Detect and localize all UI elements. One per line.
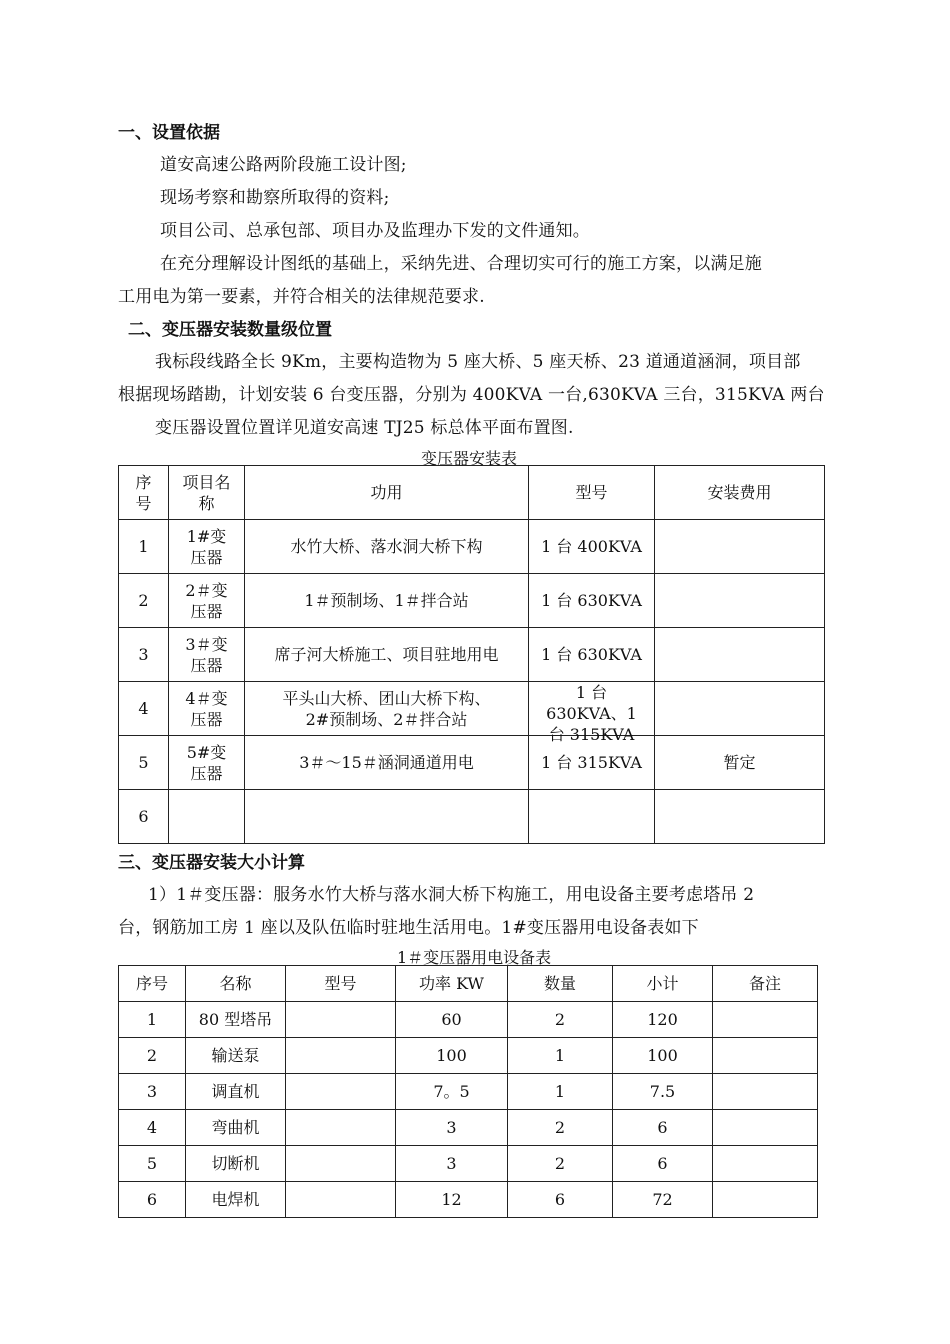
section3-title: 三、变压器安装大小计算: [118, 853, 305, 873]
table-cell: [245, 790, 529, 844]
table-cell: 2: [119, 1038, 186, 1074]
table-row: [119, 574, 825, 628]
table-cell: [655, 574, 825, 628]
table-cell: 1: [119, 520, 169, 574]
table-cell: [655, 682, 825, 736]
table-cell: 5: [119, 736, 169, 790]
table-row: [119, 1038, 818, 1074]
header-cell: 功率 KW: [396, 966, 508, 1002]
table-cell: 3＃～15＃涵洞通道用电: [245, 736, 529, 790]
table-cell: 调直机: [186, 1074, 286, 1110]
section1-long-line-1: 在充分理解设计图纸的基础上，采纳先进、合理切实可行的施工方案，以满足施: [160, 254, 762, 274]
table-cell: 1: [119, 1002, 186, 1038]
transformer-install-table: [118, 465, 825, 844]
table-cell: 切断机: [186, 1146, 286, 1182]
table-cell: 水竹大桥、落水洞大桥下构: [245, 520, 529, 574]
header-cell: 型号: [286, 966, 396, 1002]
table-row: [119, 1074, 818, 1110]
table-cell: 2＃变压器: [169, 574, 245, 628]
table-cell: [529, 790, 655, 844]
table-cell: [655, 520, 825, 574]
table-cell: 100: [396, 1038, 508, 1074]
section1-para-2: 现场考察和勘察所取得的资料;: [160, 188, 390, 208]
table-cell: [286, 1074, 396, 1110]
table-header-row: [119, 966, 818, 1002]
table-cell: 席子河大桥施工、项目驻地用电: [245, 628, 529, 682]
table-cell: [286, 1110, 396, 1146]
header-cell: 数量: [508, 966, 613, 1002]
section3-line-1: 1）1＃变压器：服务水竹大桥与落水洞大桥下构施工，用电设备主要考虑塔吊 2: [148, 885, 755, 905]
table-cell: 1: [508, 1038, 613, 1074]
section2-line-2: 根据现场踏勘，计划安装 6 台变压器，分别为 400KVA 一台,630KVA 三台，315KVA 两台: [118, 385, 825, 405]
table-header-row: [119, 466, 825, 520]
table-cell: [286, 1182, 396, 1218]
table-cell: 2: [508, 1002, 613, 1038]
section2-line-1: 我标段线路全长 9Km，主要构造物为 5 座大桥、5 座天桥、23 道通道涵洞，项目部: [155, 352, 801, 372]
header-cell: 安装费用: [655, 466, 825, 520]
table-row: [119, 1002, 818, 1038]
table-cell: [713, 1182, 818, 1218]
table-cell: 6: [119, 1182, 186, 1218]
header-cell: 备注: [713, 966, 818, 1002]
table-cell: 1＃预制场、1＃拌合站: [245, 574, 529, 628]
table-cell: 暂定: [655, 736, 825, 790]
table-cell: 1 台 630KVA、1 台 315KVA: [529, 682, 655, 736]
table-cell: 72: [613, 1182, 713, 1218]
table-cell: 3: [119, 628, 169, 682]
table-row: [119, 1182, 818, 1218]
table-cell: 120: [613, 1002, 713, 1038]
table-cell: 2: [119, 574, 169, 628]
table-cell: [286, 1146, 396, 1182]
header-cell: 小计: [613, 966, 713, 1002]
table-cell: 3: [396, 1110, 508, 1146]
table-row: [119, 682, 825, 736]
table-cell: 电焊机: [186, 1182, 286, 1218]
table-cell: 3: [396, 1146, 508, 1182]
table1-caption: 变压器安装表: [421, 449, 518, 468]
section3-line-2: 台，钢筋加工房 1 座以及队伍临时驻地生活用电。1#变压器用电设备表如下: [118, 918, 699, 938]
table-cell: 3: [119, 1074, 186, 1110]
table-cell: 输送泵: [186, 1038, 286, 1074]
table-cell: [286, 1002, 396, 1038]
table-row: [119, 790, 825, 844]
table-row: [119, 628, 825, 682]
table-cell: 1 台 630KVA: [529, 574, 655, 628]
table-cell: 80 型塔吊: [186, 1002, 286, 1038]
section1-para-3: 项目公司、总承包部、项目办及监理办下发的文件通知。: [160, 221, 590, 241]
section2-line-3: 变压器设置位置详见道安高速 TJ25 标总体平面布置图.: [155, 418, 574, 438]
table-row: [119, 736, 825, 790]
table2-caption: 1＃变压器用电设备表: [397, 948, 552, 967]
table-cell: [713, 1074, 818, 1110]
table-row: [119, 520, 825, 574]
table-cell: 7.5: [613, 1074, 713, 1110]
table-cell: 2: [508, 1146, 613, 1182]
header-cell: 名称: [186, 966, 286, 1002]
table-cell: 5#变压器: [169, 736, 245, 790]
table-cell: 1 台 400KVA: [529, 520, 655, 574]
table-cell: 5: [119, 1146, 186, 1182]
section1-para-1: 道安高速公路两阶段施工设计图;: [160, 155, 407, 175]
header-cell: 项目名称: [169, 466, 245, 520]
section1-title: 一、设置依据: [118, 123, 220, 143]
table-cell: 1 台 630KVA: [529, 628, 655, 682]
table-cell: 6: [508, 1182, 613, 1218]
table-cell: 4: [119, 682, 169, 736]
table-cell: [713, 1146, 818, 1182]
table-cell: 4: [119, 1110, 186, 1146]
table-cell: 6: [613, 1146, 713, 1182]
table-cell: 1 台 315KVA: [529, 736, 655, 790]
section2-title: 二、变压器安装数量级位置: [128, 320, 332, 340]
table-cell: [655, 628, 825, 682]
table-cell: 平头山大桥、团山大桥下构、2#预制场、2＃拌合站: [245, 682, 529, 736]
table-cell: 6: [119, 790, 169, 844]
equipment-table: [118, 965, 818, 1218]
section1-long-line-2: 工用电为第一要素，并符合相关的法律规范要求.: [118, 287, 485, 307]
table-cell: 4＃变压器: [169, 682, 245, 736]
header-cell: 序号: [119, 966, 186, 1002]
table-cell: 7。5: [396, 1074, 508, 1110]
header-cell: 序号: [119, 466, 169, 520]
table-row: [119, 1110, 818, 1146]
table-cell: [713, 1110, 818, 1146]
table-cell: [655, 790, 825, 844]
table-cell: [713, 1002, 818, 1038]
table-cell: 3＃变压器: [169, 628, 245, 682]
table-cell: 2: [508, 1110, 613, 1146]
table-cell: 1: [508, 1074, 613, 1110]
table-cell: [286, 1038, 396, 1074]
table-cell: 6: [613, 1110, 713, 1146]
table-cell: 60: [396, 1002, 508, 1038]
table-cell: 100: [613, 1038, 713, 1074]
table-cell: 12: [396, 1182, 508, 1218]
table-row: [119, 1146, 818, 1182]
table-cell: [713, 1038, 818, 1074]
table-cell: 弯曲机: [186, 1110, 286, 1146]
header-cell: 功用: [245, 466, 529, 520]
table-cell: [169, 790, 245, 844]
table-cell: 1#变压器: [169, 520, 245, 574]
header-cell: 型号: [529, 466, 655, 520]
